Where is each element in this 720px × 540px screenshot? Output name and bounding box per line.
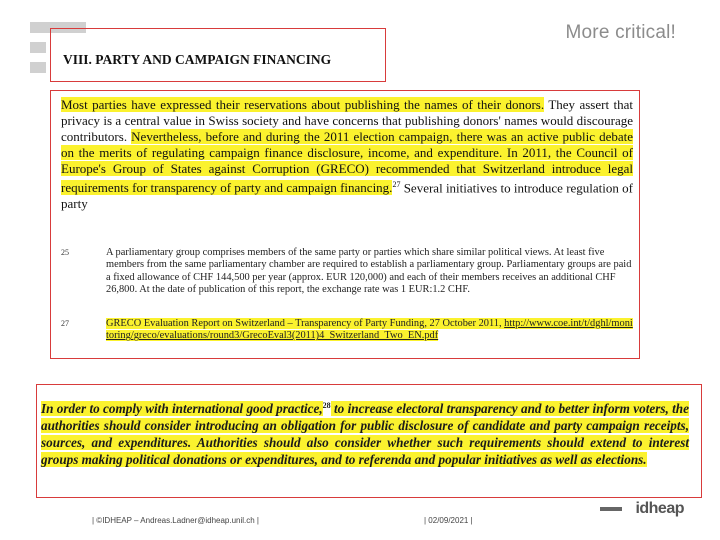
footnote-reference: 28	[322, 401, 331, 410]
recommendation-frame	[36, 384, 702, 498]
footer-date: | 02/09/2021 |	[424, 516, 473, 525]
footnote-reference: 27	[392, 180, 401, 189]
footnote-text	[106, 318, 633, 343]
corner-decoration-bar	[30, 62, 46, 73]
paragraph-text: They assert that privacy is a central value in Swiss society and have concerns that publishing donors' names would discourage contributors.	[61, 97, 633, 144]
slide-title: More critical!	[565, 22, 676, 43]
footnote	[61, 318, 633, 358]
section-title: VIII. PARTY AND CAMPAIGN FINANCING	[63, 52, 332, 67]
section-heading-frame	[50, 28, 386, 82]
highlighted-text: Most parties have expressed their reservations about publishing the names of their donors.	[61, 97, 545, 112]
highlighted-text: GRECO Evaluation Report on Switzerland – Transparency of Party Funding, 27 October 2011,	[106, 318, 505, 329]
footnote-number: 25	[61, 248, 69, 257]
paragraph-text: Several initiatives to introduce regulation of party	[61, 180, 633, 212]
logo-bar	[600, 507, 622, 511]
footnote-link[interactable]: http://www.coe.int/t/dghl/monitoring/greco/evaluations/round3/GrecoEval3(2011)4_Switzerland_Two_EN.pdf	[106, 318, 633, 342]
footnote	[61, 247, 633, 317]
footnote-number: 27	[61, 319, 69, 328]
idheap-logo: idheap	[635, 500, 684, 517]
recommendation-text	[41, 397, 689, 468]
report-paragraph	[61, 97, 633, 212]
highlighted-text: to increase electoral transparency and to better inform voters, the authorities should consider introducing an obligation for public disclosure of candidate and party campaign receipts, sources, and expenditures. Authorities should also consider whether such requirements should extend to interest groups making political donations or expenditures, and to referenda and popular initiatives as well as elections.	[41, 401, 689, 468]
highlighted-text: Nevertheless, before and during the 2011 election campaign, there was an active public debate on the merits of regulating campaign finance disclosure, income, and expenditure. In 2011, the Council of Europe's Group of States against Corruption (GRECO) recommended that Switzerland introduce legal requirements for transparency of party and campaign financing.	[61, 129, 633, 196]
footer-author: | ©IDHEAP – Andreas.Ladner@idheap.unil.ch |	[92, 516, 260, 525]
highlighted-text: In order to comply with international good practice,	[41, 401, 323, 417]
corner-decoration-bar	[30, 42, 46, 53]
report-excerpt-frame	[50, 90, 640, 359]
footnote-text: A parliamentary group comprises members of the same party or parties which share similar political views. At least five members from the same parliamentary chamber are required to establish a parliamentary group. Parliamentary groups are paid a fixed allowance of CHF 144,500 per year (approx. EUR 120,000) and each of their members receives an additional CHF 26,800. At the date of publication of this report, the exchange rate was 1 EUR:1.2 CHF.	[106, 247, 632, 295]
